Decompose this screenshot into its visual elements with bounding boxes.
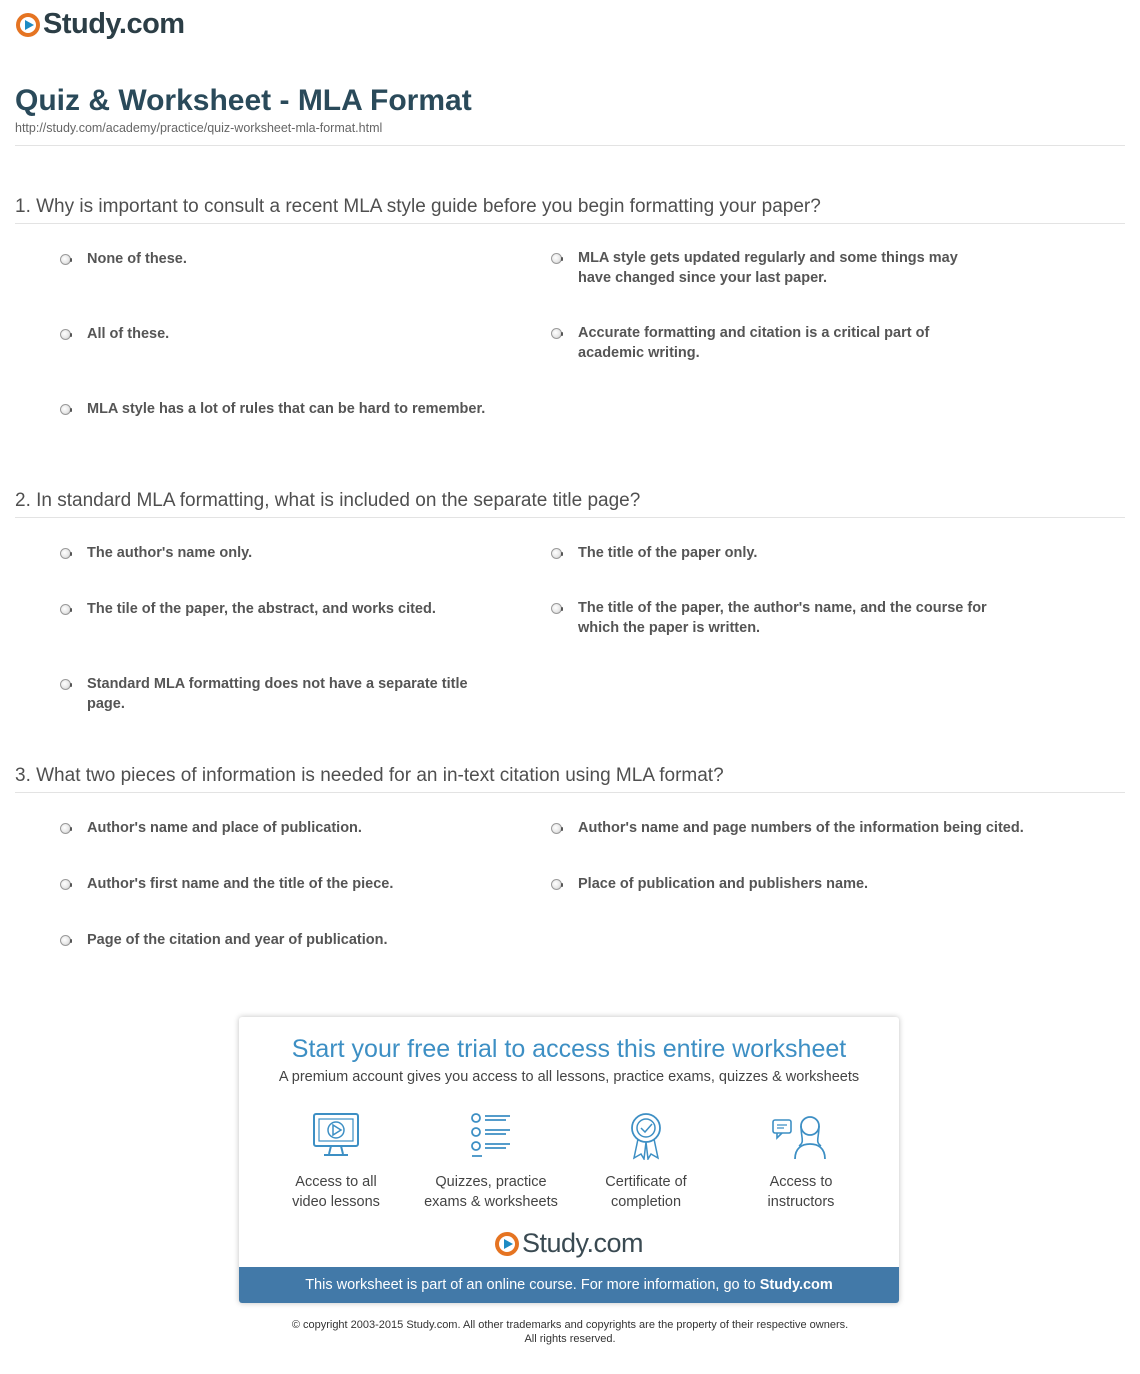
answer-text: The tile of the paper, the abstract, and works cited. xyxy=(87,601,436,617)
answer-option[interactable] xyxy=(551,874,991,894)
page-url: http://study.com/academy/practice/quiz-worksheet-mla-format.html xyxy=(15,121,383,135)
feature-instructors xyxy=(726,1112,876,1212)
answer-text: The title of the paper only. xyxy=(578,545,758,561)
promo-study-logo[interactable] xyxy=(239,1230,899,1257)
feature-certificate xyxy=(571,1112,721,1212)
play-logo-icon xyxy=(495,1232,519,1256)
answer-option[interactable] xyxy=(60,930,500,950)
feature-label: Quizzes, practice xyxy=(435,1174,547,1190)
feature-video-lessons xyxy=(261,1112,411,1212)
answer-option[interactable] xyxy=(60,599,500,619)
video-lesson-icon xyxy=(311,1112,361,1160)
instructor-icon xyxy=(771,1112,831,1160)
answer-option[interactable] xyxy=(60,324,500,344)
answer-text: All of these. xyxy=(87,326,170,342)
answer-text: MLA style has a lot of rules that can be hard to remember. xyxy=(87,401,486,417)
promo-subhead: A premium account gives you access to all lessons, practice exams, quizzes & worksheets xyxy=(278,1069,860,1085)
answer-text: None of these. xyxy=(87,251,187,267)
answer-text: Place of publication and publishers name. xyxy=(578,876,869,892)
radio-icon[interactable] xyxy=(60,823,71,834)
copyright-line: © copyright 2003-2015 Study.com. All other trademarks and copyrights are the property of their respective owners. xyxy=(291,1319,849,1331)
answer-text: MLA style gets updated regularly and some things may have changed since your last paper. xyxy=(578,250,958,286)
radio-icon[interactable] xyxy=(551,823,562,834)
answer-text: Author's name and place of publication. xyxy=(87,820,362,836)
answer-text: Standard MLA formatting does not have a separate title page. xyxy=(87,676,468,712)
answer-option[interactable] xyxy=(60,874,500,894)
question-2: 2. In standard MLA formatting, what is included on the separate title page? xyxy=(15,490,641,511)
radio-icon[interactable] xyxy=(551,548,562,559)
radio-icon[interactable] xyxy=(60,879,71,890)
certificate-icon xyxy=(621,1112,671,1160)
feature-label: instructors xyxy=(767,1194,835,1210)
answer-option[interactable] xyxy=(551,818,1071,838)
feature-label: video lessons xyxy=(292,1194,380,1210)
radio-icon[interactable] xyxy=(551,253,562,264)
answer-text: Page of the citation and year of publication. xyxy=(87,932,388,948)
divider xyxy=(15,145,1125,146)
radio-icon[interactable] xyxy=(60,935,71,946)
page-title: Quiz & Worksheet - MLA Format xyxy=(15,84,472,117)
promo-footer-text: This worksheet is part of an online course. For more information, go to xyxy=(305,1277,756,1293)
radio-icon[interactable] xyxy=(551,328,562,339)
radio-icon[interactable] xyxy=(60,604,71,615)
answer-option[interactable] xyxy=(60,674,500,714)
logo-text: Study.com xyxy=(43,8,185,40)
question-3: 3. What two pieces of information is needed for an in-text citation using MLA format? xyxy=(15,765,724,786)
answer-option[interactable] xyxy=(551,248,991,288)
divider xyxy=(15,517,1125,518)
answer-text: Author's first name and the title of the piece. xyxy=(87,876,394,892)
radio-icon[interactable] xyxy=(60,329,71,340)
answer-text: The title of the paper, the author's name, and the course for which the paper is written. xyxy=(578,600,987,636)
answer-text: Accurate formatting and citation is a critical part of academic writing. xyxy=(578,325,930,361)
divider xyxy=(15,792,1125,793)
feature-label: Access to xyxy=(769,1174,833,1190)
answer-option[interactable] xyxy=(551,543,991,563)
answer-text: Author's name and page numbers of the information being cited. xyxy=(578,820,1024,836)
radio-icon[interactable] xyxy=(60,679,71,690)
feature-label: Certificate of xyxy=(605,1174,687,1190)
answer-option[interactable] xyxy=(60,543,500,563)
free-trial-promo[interactable] xyxy=(239,1017,899,1303)
question-1: 1. Why is important to consult a recent MLA style guide before you begin formatting your paper? xyxy=(15,196,821,217)
quiz-list-icon xyxy=(466,1112,516,1160)
radio-icon[interactable] xyxy=(551,603,562,614)
promo-footer-bar[interactable] xyxy=(239,1267,899,1303)
study-link[interactable]: Study.com xyxy=(759,1277,833,1293)
answer-option[interactable] xyxy=(551,598,991,638)
answer-option[interactable] xyxy=(551,323,991,363)
divider xyxy=(15,223,1125,224)
radio-icon[interactable] xyxy=(60,254,71,265)
feature-label: exams & worksheets xyxy=(424,1194,558,1210)
study-logo[interactable] xyxy=(16,10,185,39)
radio-icon[interactable] xyxy=(60,548,71,559)
feature-label: Access to all xyxy=(295,1174,377,1190)
promo-headline: Start your free trial to access this entire worksheet xyxy=(291,1035,847,1063)
feature-quizzes xyxy=(416,1112,566,1212)
copyright xyxy=(0,1318,1140,1346)
radio-icon[interactable] xyxy=(551,879,562,890)
logo-text: Study.com xyxy=(521,1228,644,1258)
answer-text: The author's name only. xyxy=(87,545,253,561)
play-logo-icon xyxy=(16,13,40,37)
answer-option[interactable] xyxy=(60,249,500,269)
feature-label: completion xyxy=(610,1194,682,1210)
radio-icon[interactable] xyxy=(60,404,71,415)
answer-option[interactable] xyxy=(60,818,500,838)
answer-option[interactable] xyxy=(60,399,500,419)
copyright-line: All rights reserved. xyxy=(524,1333,616,1345)
